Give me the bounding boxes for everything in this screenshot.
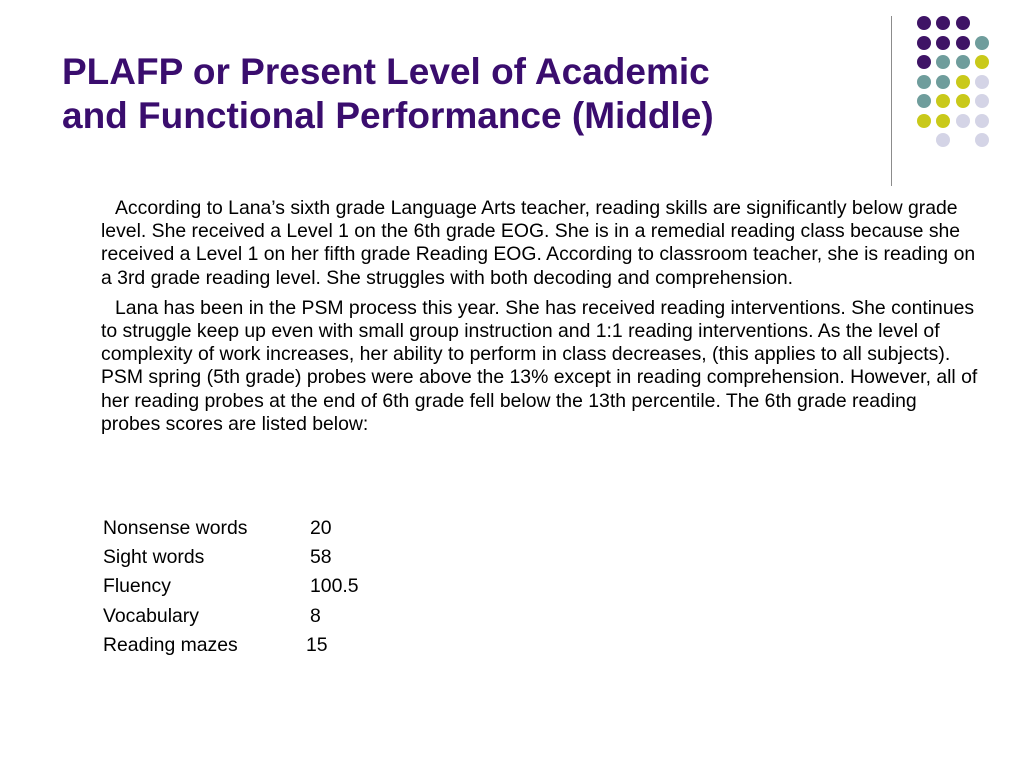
decorative-dot [975,75,989,89]
score-label: Reading mazes [103,633,238,656]
decorative-dot [917,36,931,50]
decorative-dot [917,55,931,69]
decorative-dot [956,94,970,108]
decorative-dot [956,55,970,69]
score-value: 100.5 [310,575,359,598]
score-label: Sight words [103,546,205,569]
title-divider [891,16,892,186]
decorative-dot [975,94,989,108]
score-value: 15 [306,633,328,656]
decorative-dot [917,94,931,108]
decorative-dot [917,16,931,30]
score-label: Fluency [103,575,171,598]
decorative-dot [936,36,950,50]
paragraph-psm-process: Lana has been in the PSM process this year. She has received reading interventions. She continues to struggle keep up even with small group instruction and 1:1 reading interventions. As the level of complexity of work increases, her ability to perform in class decreases, (this applies to all subjects). PSM spring (5th grade) probes were above the 13% except in reading comprehension. However, all of her reading probes at the end of 6th grade fell below the 13th percentile. The 6th grade reading probes scores are listed below: [101,296,978,435]
decorative-dot [956,16,970,30]
paragraph-teacher-report: According to Lana’s sixth grade Language Arts teacher, reading skills are significantly below grade level. She received a Level 1 on the 6th grade EOG. She is in a remedial reading class because she received a Level 1 on her fifth grade Reading EOG. According to classroom teacher, she is reading on a 3rd grade reading level. She struggles with both decoding and comprehension. [101,197,976,289]
decorative-dot [936,75,950,89]
decorative-dot [975,133,989,147]
score-value: 8 [310,604,321,627]
title-line-2: and Functional Performance (Middle) [62,95,714,136]
title-line-1: PLAFP or Present Level of Academic [62,51,710,92]
decorative-dot [936,133,950,147]
decorative-dot [956,75,970,89]
slide-body [101,197,981,443]
decorative-dot [917,114,931,128]
decorative-dot [975,36,989,50]
decorative-dot [936,114,950,128]
decorative-dot [917,75,931,89]
slide-title [62,50,872,138]
decorative-dot [936,16,950,30]
score-value: 20 [310,517,332,539]
decorative-dot [936,55,950,69]
decorative-dot [975,114,989,128]
decorative-dot [975,55,989,69]
score-value: 58 [310,546,332,569]
decorative-dot [956,36,970,50]
decorative-dot [936,94,950,108]
score-label: Vocabulary [103,604,199,627]
decorative-dot [956,114,970,128]
score-label: Nonsense words [103,517,248,539]
